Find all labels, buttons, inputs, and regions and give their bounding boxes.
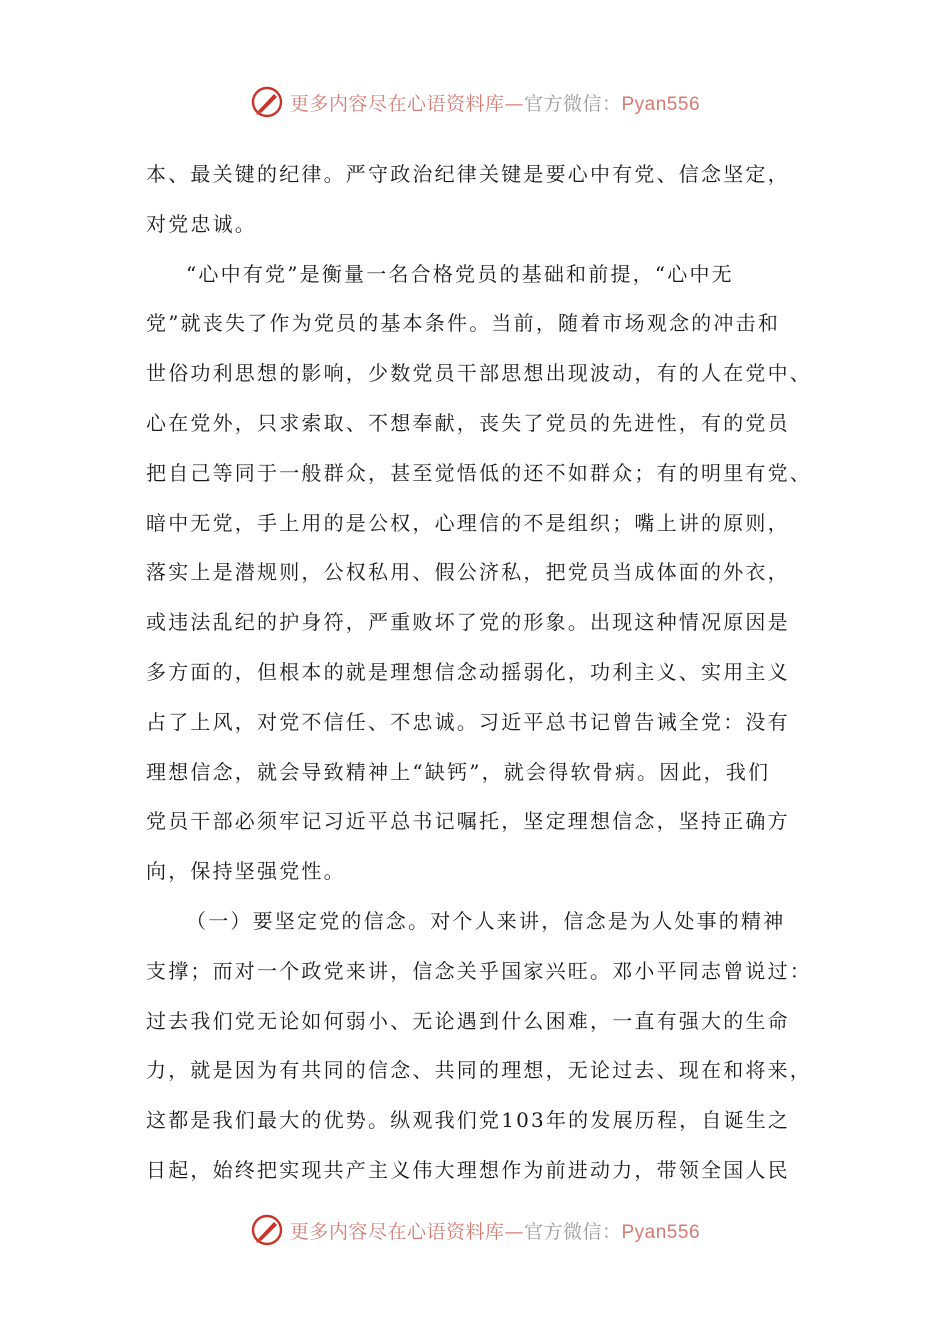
text-line: 力，就是因为有共同的信念、共同的理想，无论过去、现在和将来，: [146, 1058, 812, 1083]
text-line: （一）要坚定党的信念。对个人来讲，信念是为人处事的精神: [186, 908, 786, 933]
footer-wechat-label: 官方微信：: [523, 1220, 622, 1243]
pen-seal-logo-icon: [250, 85, 284, 119]
text-line: 落实上是潜规则，公权私用、假公济私，把党员当成体面的外衣，: [146, 560, 790, 585]
text-line: 理想信念，就会导致精神上“缺钙”，就会得软骨病。因此，我们: [146, 759, 771, 784]
pen-seal-logo-icon: [250, 1213, 284, 1247]
text-line: 把自己等同于一般群众，甚至觉悟低的还不如群众；有的明里有党、: [146, 460, 812, 485]
header-dash: —: [504, 92, 524, 115]
footer-dash: —: [504, 1220, 524, 1243]
text-line: 过去我们党无论如何弱小、无论遇到什么困难，一直有强大的生命: [146, 1008, 790, 1033]
footer-wechat-id: Pyan556: [621, 1221, 701, 1243]
footer-brand: 更多内容尽在心语资料库: [289, 1220, 505, 1243]
text-line: 多方面的，但根本的就是理想信念动摇弱化，功利主义、实用主义: [146, 659, 790, 684]
text-line: 党”就丧失了作为党员的基本条件。当前，随着市场观念的冲击和: [146, 311, 781, 336]
text-line: 党员干部必须牢记习近平总书记嘱托，坚定理想信念，坚持正确方: [146, 809, 790, 834]
text-line: 暗中无党，手上用的是公权，心理信的不是组织；嘴上讲的原则，: [146, 510, 790, 535]
text-line: 或违法乱纪的护身符，严重败坏了党的形象。出现这种情况原因是: [146, 610, 790, 635]
text-line: 世俗功利思想的影响，少数党员干部思想出现波动，有的人在党中、: [146, 361, 812, 386]
text-line: 向，保持坚强党性。: [146, 859, 346, 884]
header-wechat-id: Pyan556: [621, 93, 701, 115]
text-line: 本、最关键的纪律。严守政治纪律关键是要心中有党、信念坚定，: [146, 162, 790, 186]
header-watermark-text: [290, 89, 700, 116]
text-line: 这都是我们最大的优势。纵观我们党103年的发展历程，自诞生之: [146, 1108, 791, 1133]
document-body: [146, 150, 814, 1196]
text-line: 占了上风，对党不信任、不忠诚。习近平总书记曾告诫全党：没有: [146, 709, 790, 734]
header-brand: 更多内容尽在心语资料库: [289, 92, 505, 115]
text-line: “心中有党”是衡量一名合格党员的基础和前提，“心中无: [186, 261, 734, 286]
footer-watermark-text: [290, 1217, 700, 1244]
text-line: 对党忠诚。: [146, 211, 257, 236]
header-watermark-banner: [0, 82, 950, 122]
header-wechat-label: 官方微信：: [523, 92, 622, 115]
text-line: 心在党外，只求索取、不想奉献，丧失了党员的先进性，有的党员: [146, 410, 790, 435]
text-line: 支撑；而对一个政党来讲，信念关乎国家兴旺。邓小平同志曾说过：: [146, 958, 812, 983]
footer-watermark-banner: [0, 1210, 950, 1250]
text-line: 日起，始终把实现共产主义伟大理想作为前进动力，带领全国人民: [146, 1157, 790, 1182]
